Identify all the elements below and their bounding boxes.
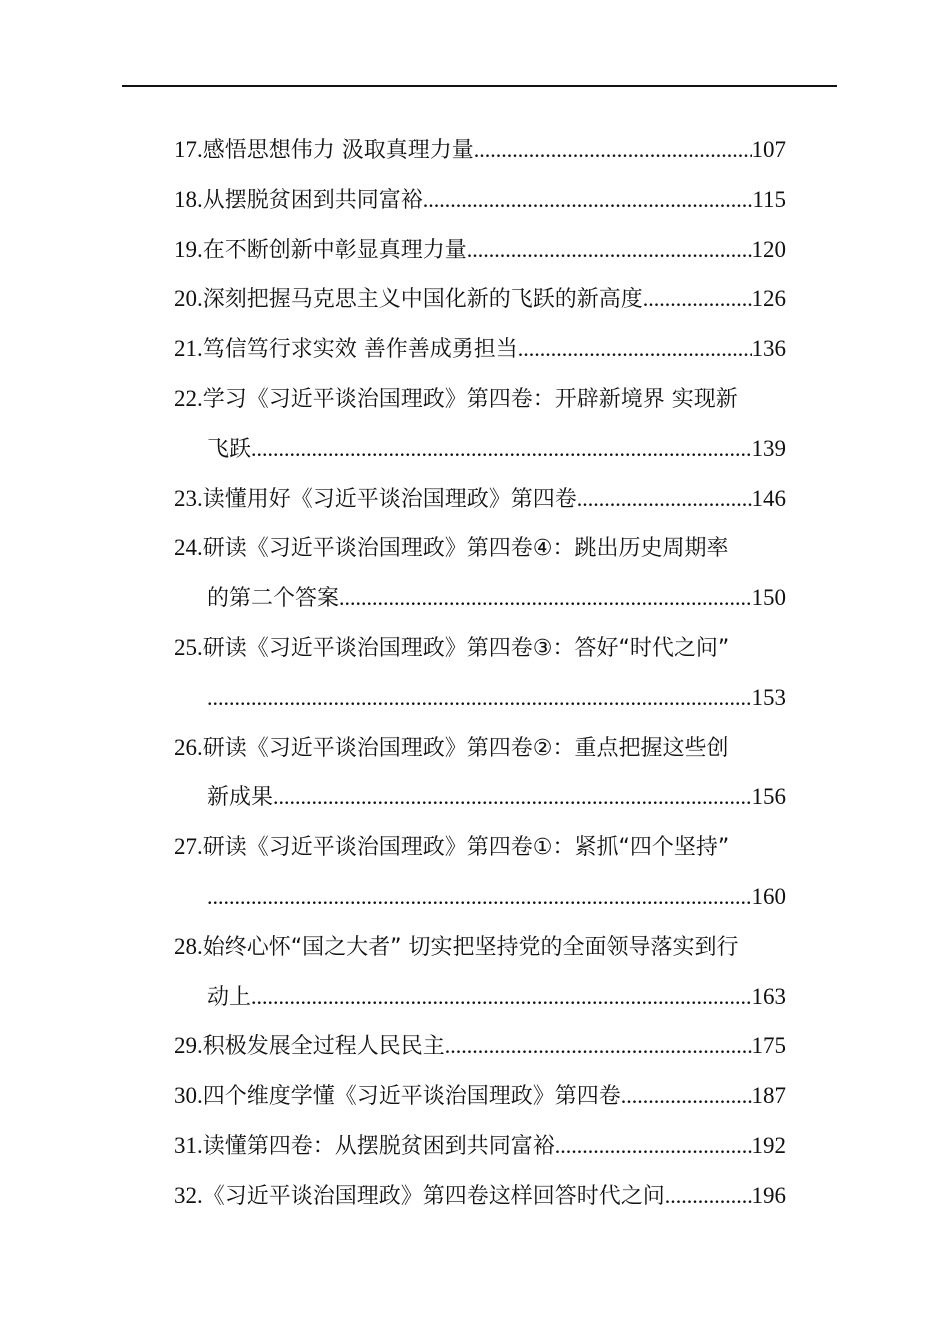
toc-entry-page: 146 xyxy=(751,485,786,511)
toc-entry-continuation[interactable] xyxy=(174,424,786,474)
dot-leader xyxy=(518,324,752,374)
toc-entry-number: 20. xyxy=(174,286,203,312)
toc-entry-title: 在不断创新中彰显真理力量 xyxy=(202,237,467,263)
dot-leader xyxy=(467,225,752,275)
toc-entry-number: 21. xyxy=(174,336,203,362)
toc-entry-continuation[interactable] xyxy=(174,573,786,623)
dot-leader xyxy=(621,1071,752,1121)
dot-leader xyxy=(555,1121,752,1171)
toc-entry-number: 28. xyxy=(174,933,203,959)
toc-entry-number: 27. xyxy=(174,834,203,860)
toc-entry-continuation[interactable] xyxy=(174,772,786,822)
toc-entry-title-continued: 飞跃 xyxy=(207,436,252,462)
toc-entry-title: 研读《习近平谈治国理政》第四卷②：重点把握这些创 xyxy=(202,735,729,761)
toc-entry[interactable] xyxy=(174,125,786,175)
toc-entry-page: 196 xyxy=(751,1182,786,1208)
toc-entry-page: 187 xyxy=(751,1083,786,1109)
toc-entry[interactable] xyxy=(174,1021,786,1071)
toc-entry[interactable] xyxy=(174,324,786,374)
toc-entry-page: 175 xyxy=(751,1033,786,1059)
toc-entry-continuation[interactable] xyxy=(174,872,786,922)
toc-entry[interactable] xyxy=(174,523,786,573)
toc-entry-number: 32. xyxy=(174,1182,203,1208)
toc-entry-title: 深刻把握马克思主义中国化新的飞跃的新高度 xyxy=(202,287,643,313)
table-of-contents xyxy=(174,125,786,1221)
toc-entry-page: 115 xyxy=(752,186,786,212)
toc-entry-title: 学习《习近平谈治国理政》第四卷：开辟新境界 实现新 xyxy=(202,386,738,412)
toc-entry-number: 19. xyxy=(174,236,203,262)
toc-entry-number: 23. xyxy=(174,485,203,511)
toc-entry-page: 192 xyxy=(751,1132,786,1158)
toc-entry-title: 研读《习近平谈治国理政》第四卷③：答好“时代之问” xyxy=(202,635,730,661)
toc-entry-page: 150 xyxy=(751,585,786,611)
toc-entry[interactable] xyxy=(174,274,786,324)
toc-entry[interactable] xyxy=(174,1071,786,1121)
toc-entry-title-continued: 新成果 xyxy=(207,785,274,811)
header-rule xyxy=(122,85,837,87)
dot-leader xyxy=(445,1021,752,1071)
dot-leader xyxy=(207,673,752,723)
toc-entry-title-continued: 的第二个答案 xyxy=(207,586,340,612)
toc-entry-title: 研读《习近平谈治国理政》第四卷④：跳出历史周期率 xyxy=(202,536,729,562)
toc-entry-title: 四个维度学懂《习近平谈治国理政》第四卷 xyxy=(202,1084,621,1110)
toc-entry[interactable] xyxy=(174,1171,786,1221)
toc-entry-title-continued: 动上 xyxy=(207,984,252,1010)
toc-entry-page: 156 xyxy=(751,784,786,810)
toc-entry-page: 160 xyxy=(751,883,786,909)
toc-entry-page: 163 xyxy=(751,983,786,1009)
toc-entry-title: 笃信笃行求实效 善作善成勇担当 xyxy=(202,337,518,363)
dot-leader xyxy=(474,125,752,175)
toc-entry[interactable] xyxy=(174,922,786,972)
toc-entry-title: 积极发展全过程人民民主 xyxy=(202,1034,445,1060)
toc-entry-number: 22. xyxy=(174,385,203,411)
toc-entry-title: 从摆脱贫困到共同富裕 xyxy=(202,187,423,213)
toc-entry-title: 感悟思想伟力 汲取真理力量 xyxy=(202,138,474,163)
toc-entry-number: 26. xyxy=(174,734,203,760)
toc-entry-title: 《习近平谈治国理政》第四卷这样回答时代之问 xyxy=(202,1183,665,1209)
toc-entry-title: 始终心怀“国之大者” 切实把坚持党的全面领导落实到行 xyxy=(202,934,739,960)
toc-entry-number: 18. xyxy=(174,186,203,212)
toc-entry-page: 120 xyxy=(751,236,786,262)
toc-entry-title: 读懂第四卷：从摆脱贫困到共同富裕 xyxy=(202,1133,555,1159)
toc-entry-continuation[interactable] xyxy=(174,972,786,1022)
toc-entry-number: 30. xyxy=(174,1083,203,1109)
toc-entry[interactable] xyxy=(174,623,786,673)
toc-entry[interactable] xyxy=(174,723,786,773)
toc-entry-title: 读懂用好《习近平谈治国理政》第四卷 xyxy=(202,486,577,512)
toc-entry-number: 25. xyxy=(174,634,203,660)
toc-entry-page: 139 xyxy=(751,435,786,461)
toc-entry-number: 29. xyxy=(174,1033,203,1059)
dot-leader xyxy=(643,274,752,324)
toc-entry-page: 153 xyxy=(751,684,786,710)
toc-entry-page: 136 xyxy=(751,336,786,362)
dot-leader xyxy=(251,424,751,474)
dot-leader xyxy=(665,1171,752,1221)
toc-entry[interactable] xyxy=(174,374,786,424)
dot-leader xyxy=(273,772,751,822)
toc-entry[interactable] xyxy=(174,822,786,872)
dot-leader xyxy=(423,175,753,225)
dot-leader xyxy=(339,573,751,623)
toc-entry[interactable] xyxy=(174,175,786,225)
toc-entry-page: 107 xyxy=(751,137,786,162)
toc-entry[interactable] xyxy=(174,474,786,524)
toc-entry-number: 31. xyxy=(174,1132,203,1158)
toc-entry-title: 研读《习近平谈治国理政》第四卷①：紧抓“四个坚持” xyxy=(202,835,730,861)
dot-leader xyxy=(251,972,751,1022)
dot-leader xyxy=(207,872,752,922)
toc-entry[interactable] xyxy=(174,225,786,275)
toc-entry-number: 17. xyxy=(174,137,203,162)
toc-entry-continuation[interactable] xyxy=(174,673,786,723)
toc-entry[interactable] xyxy=(174,1121,786,1171)
dot-leader xyxy=(577,474,752,524)
toc-entry-page: 126 xyxy=(751,286,786,312)
toc-entry-number: 24. xyxy=(174,535,203,561)
